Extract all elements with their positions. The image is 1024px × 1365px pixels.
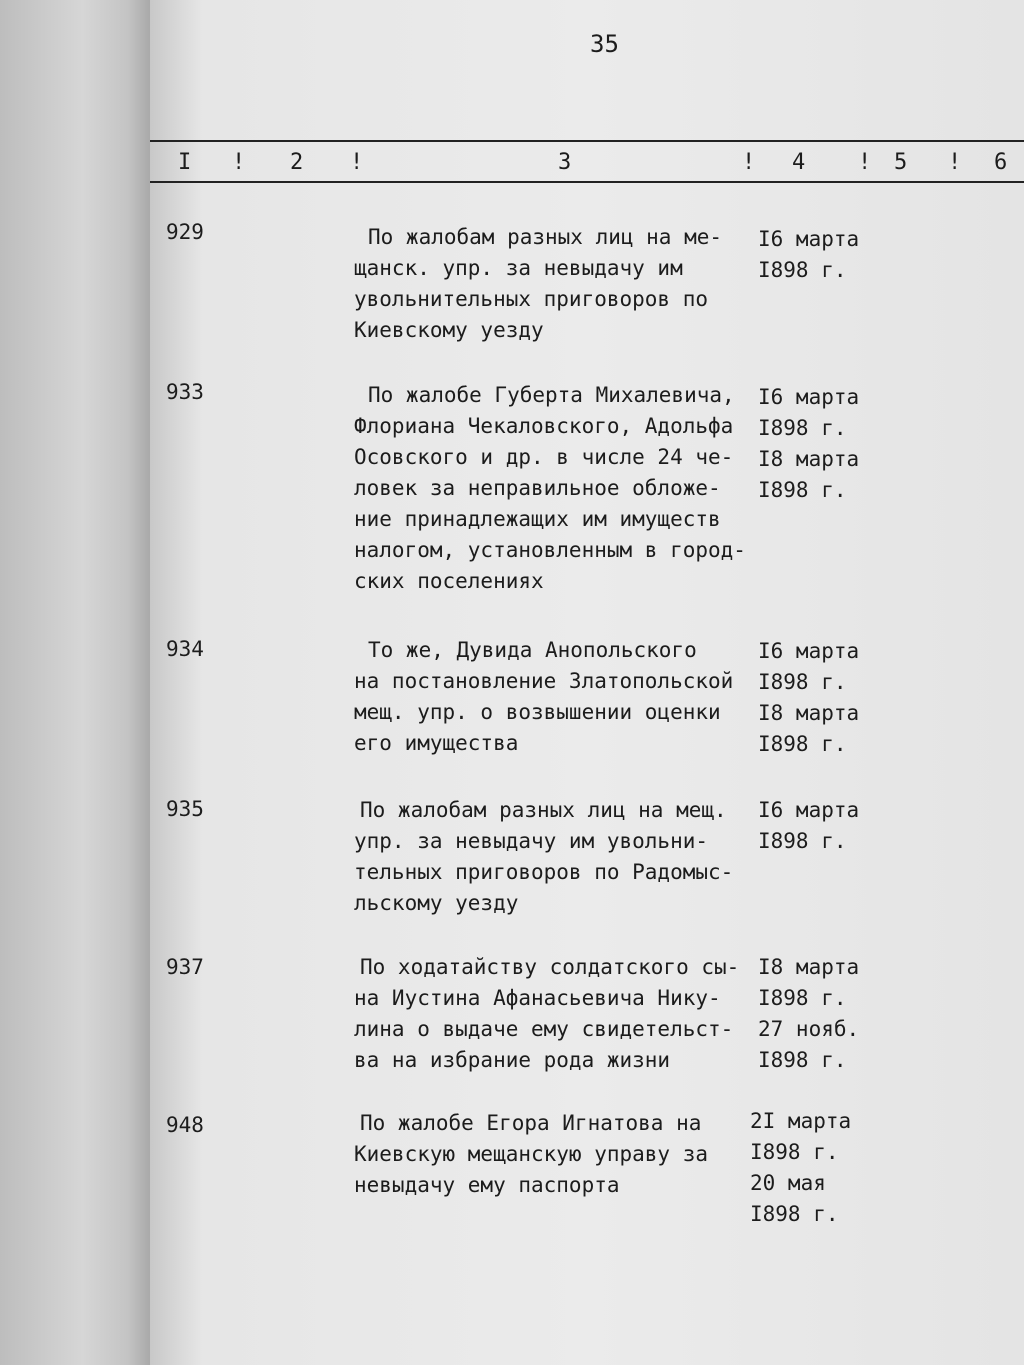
entry-text-line: То же, Дувида Анопольского [368, 638, 697, 662]
column-separator: ! [350, 150, 364, 175]
entry-text-line: лина о выдаче ему свидетельст- [354, 1017, 734, 1041]
entry-date-line: I898 г. [758, 829, 847, 853]
entry-text-line: Флориана Чекаловского, Адольфа [354, 414, 734, 438]
entry-text-line: По ходатайству солдатского сы- [360, 955, 740, 979]
entry-text-line: Осовского и др. в числе 24 че- [354, 445, 734, 469]
entry-date-line: I8 марта [758, 701, 860, 725]
entry-number: 934 [166, 637, 204, 661]
entry-text-line: льскому уезду [354, 891, 519, 915]
entry-text-line: на постановление Златопольской [354, 669, 734, 693]
entry-text-line: Киевскому уезду [354, 318, 544, 342]
entry-date-line: I8 марта [758, 447, 860, 471]
entry-text-line: невыдачу ему паспорта [354, 1173, 620, 1197]
entry-text-line: щанск. упр. за невыдачу им [354, 256, 683, 280]
entry-date-line: I898 г. [758, 1048, 847, 1072]
entry-date-line: I6 марта [758, 639, 860, 663]
entry-number: 929 [166, 220, 204, 244]
entry-dates [758, 795, 859, 857]
entry-dates [758, 224, 859, 286]
entry-date-line: I6 марта [758, 798, 860, 822]
entry-text-line: ловек за неправильное обложе- [354, 476, 721, 500]
entry-text-line: По жалобам разных лиц на ме- [368, 225, 723, 249]
entry-date-line: I898 г. [758, 670, 847, 694]
entry-text-line: ва на избрание рода жизни [354, 1048, 671, 1072]
entry-text-line: По жалобе Губерта Михалевича, [368, 383, 735, 407]
entry-dates [758, 636, 859, 760]
entry-date-line: I6 марта [758, 385, 860, 409]
entry-dates [758, 952, 859, 1076]
entry-text-line: ских поселениях [354, 569, 544, 593]
entry-text-line: тельных приговоров по Радомыс- [354, 860, 734, 884]
entry-date-line: I898 г. [758, 732, 847, 756]
entry-date-line: I898 г. [758, 416, 847, 440]
entry-date-line: I6 марта [758, 227, 860, 251]
column-separator: ! [948, 150, 962, 175]
entry-description [354, 380, 746, 597]
column-separator: ! [858, 150, 872, 175]
entry-date-line: 2I марта [750, 1109, 852, 1133]
column-header-2: 2 [290, 150, 304, 175]
entry-number: 935 [166, 797, 204, 821]
entry-text-line: налогом, установленным в город- [354, 538, 746, 562]
entry-date-line: 20 мая [750, 1171, 826, 1195]
entry-text-line: на Иустина Афанасьевича Нику- [354, 986, 721, 1010]
entry-date-line: I898 г. [750, 1140, 839, 1164]
entry-date-line: 27 нояб. [758, 1017, 860, 1041]
column-header-1: I [178, 150, 192, 175]
entry-text-line: ние принадлежащих им имуществ [354, 507, 721, 531]
entry-description [354, 635, 733, 759]
table-header-bottom-rule [150, 181, 1024, 183]
column-header-4: 4 [792, 150, 806, 175]
entry-text-line: По жалобе Егора Игнатова на [360, 1111, 702, 1135]
entry-number: 933 [166, 380, 204, 404]
column-header-6: 6 [994, 150, 1008, 175]
entry-number: 937 [166, 955, 204, 979]
book-spine-page-edge [0, 0, 150, 1365]
entry-description [354, 952, 739, 1076]
column-header-5: 5 [894, 150, 908, 175]
entry-date-line: I898 г. [758, 478, 847, 502]
entry-number: 948 [166, 1113, 204, 1137]
entry-text-line: Киевскую мещанскую управу за [354, 1142, 709, 1166]
page-number: 35 [590, 30, 619, 58]
entry-description [354, 222, 722, 346]
entry-date-line: I898 г. [758, 258, 847, 282]
entry-dates [750, 1106, 851, 1230]
entry-date-line: I8 марта [758, 955, 860, 979]
entry-date-line: I898 г. [750, 1202, 839, 1226]
table-header-top-rule [150, 140, 1024, 142]
entry-date-line: I898 г. [758, 986, 847, 1010]
entry-text-line: мещ. упр. о возвышении оценки [354, 700, 721, 724]
column-separator: ! [742, 150, 756, 175]
column-separator: ! [232, 150, 246, 175]
entry-text-line: По жалобам разных лиц на мещ. [360, 798, 727, 822]
entry-description [354, 795, 733, 919]
entry-text-line: его имущества [354, 731, 519, 755]
column-header-3: 3 [558, 150, 572, 175]
entry-description [354, 1108, 708, 1201]
entry-text-line: увольнительных приговоров по [354, 287, 709, 311]
entry-dates [758, 382, 859, 506]
entry-text-line: упр. за невыдачу им увольни- [354, 829, 709, 853]
